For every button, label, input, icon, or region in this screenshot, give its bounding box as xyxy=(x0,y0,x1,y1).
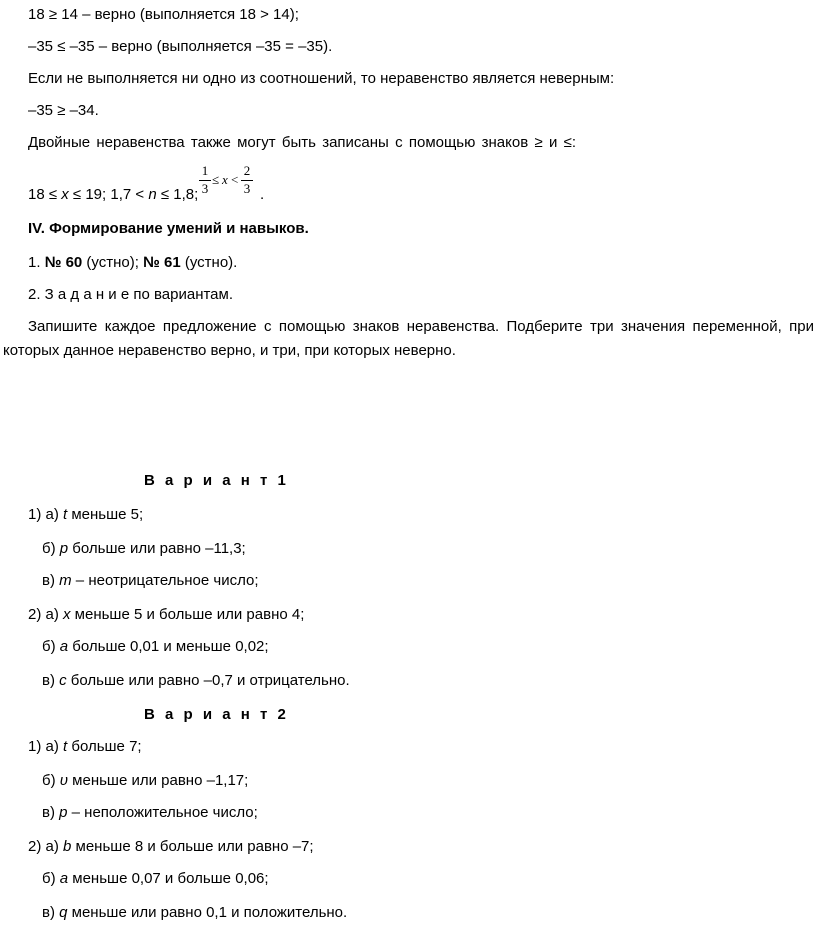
text-line-2: –35 ≤ –35 – верно (выполняется –35 = –35). xyxy=(28,38,333,55)
fraction-2-numerator: 2 xyxy=(243,163,251,178)
var-n: n xyxy=(148,186,157,203)
fraction-period: . xyxy=(260,186,265,203)
task-number: 1. xyxy=(28,254,45,271)
variant-2-item: б) υ меньше или равно –1,17; xyxy=(42,772,249,789)
ineq-part-a: 18 ≤ xyxy=(28,186,62,203)
text-line-10a: Запишите каждое предложение с помощью знаков неравенства. Подберите три значения переменной, при xyxy=(28,318,814,335)
variant-2-item: в) p – неположительное число; xyxy=(42,804,258,821)
fraction-inequality xyxy=(198,164,258,204)
variant-1-item: 1) а) t меньше 5; xyxy=(28,506,144,523)
text-line-6 xyxy=(28,186,198,204)
fraction-2-denominator: 3 xyxy=(243,181,251,196)
oral-note-2: (устно). xyxy=(180,254,238,271)
variant-2-item: 1) а) t больше 7; xyxy=(28,738,142,755)
text-line-5: Двойные неравенства также могут быть записаны с помощью знаков ≥ и ≤: xyxy=(28,134,576,151)
fraction-ineq-sign-1: ≤ xyxy=(212,172,220,187)
exercise-60: № 60 xyxy=(44,254,83,271)
variant-2-item: б) a меньше 0,07 и больше 0,06; xyxy=(42,870,269,887)
text-line-9: 2. З а д а н и е по вариантам. xyxy=(28,286,233,303)
fraction-1-numerator: 1 xyxy=(201,163,209,178)
var-x: x xyxy=(61,186,69,203)
text-line-3: Если не выполняется ни одно из соотношений, то неравенство является неверным: xyxy=(28,70,615,87)
variant-1-title: В а р и а н т 1 xyxy=(144,472,289,489)
text-line-10b: которых данное неравенство верно, и три, при которых неверно. xyxy=(3,342,456,359)
variant-1-item: 2) а) x меньше 5 и больше или равно 4; xyxy=(28,606,305,623)
fraction-var-x: x xyxy=(222,172,228,187)
text-line-8 xyxy=(28,254,237,272)
oral-note-1: (устно); xyxy=(82,254,144,271)
variant-2-item: 2) а) b меньше 8 и больше или равно –7; xyxy=(28,838,314,855)
text-line-4: –35 ≥ –34. xyxy=(28,102,99,119)
ineq-part-e: ≤ 1,8; xyxy=(156,186,199,203)
fraction-1-denominator: 3 xyxy=(201,181,209,196)
variant-2-title: В а р и а н т 2 xyxy=(144,706,289,723)
variant-1-item: б) p больше или равно –11,3; xyxy=(42,540,246,557)
variant-1-item: в) c больше или равно –0,7 и отрицательно. xyxy=(42,672,350,689)
exercise-61: № 61 xyxy=(143,254,181,271)
variant-1-item: в) m – неотрицательное число; xyxy=(42,572,259,589)
text-line-1: 18 ≥ 14 – верно (выполняется 18 > 14); xyxy=(28,6,299,23)
variant-2-item: в) q меньше или равно 0,1 и положительно. xyxy=(42,904,348,921)
variant-1-item: б) a больше 0,01 и меньше 0,02; xyxy=(42,638,269,655)
fraction-ineq-sign-2: < xyxy=(231,172,239,187)
section-heading: IV. Формирование умений и навыков. xyxy=(28,220,309,237)
ineq-part-c: ≤ 19; 1,7 < xyxy=(68,186,149,203)
